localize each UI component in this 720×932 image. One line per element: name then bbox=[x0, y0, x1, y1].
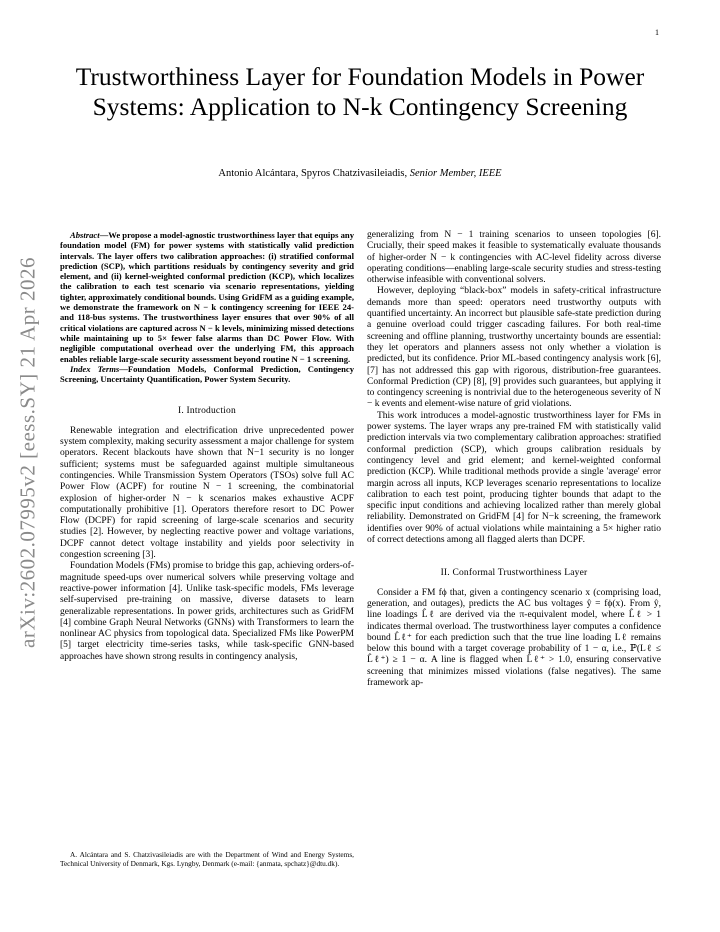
author-membership: Senior Member, IEEE bbox=[409, 168, 502, 179]
author-line bbox=[60, 168, 660, 179]
abstract-label: Abstract bbox=[70, 230, 100, 240]
right-column bbox=[367, 230, 661, 689]
body-paragraph: However, deploying “black-box” models in safety-critical infrastructure demands more than speed: operators need trustworthy outputs with quantified uncertainty. An incorrect but plausible safe-state prediction during a genuine overload could trigger cascading failures. For both real-time screening and offline planning, trustworthy uncertainty bounds are essential: they let operators and planners assess not only whether a violation is predicted, but its confidence. Prior ML-based contingency analysis work [6], [7] has not addressed this gap with rigorous, distribution-free guarantees. Conformal Prediction (CP) [8], [9] provides such guarantees, but applying it to contingency screening is nontrivial due to the heterogeneous severity of N − k events and element-wise nature of grid violations. bbox=[367, 286, 661, 410]
section-heading-introduction: I. Introduction bbox=[178, 406, 236, 417]
body-paragraph: This work introduces a model-agnostic trustworthiness layer for FMs in power systems. The layer wraps any pre-trained FM with statistically valid prediction intervals via two complementary calibration approaches: stratified conformal prediction (SCP), which groups calibration residuals by contingency level and grid element; and kernel-weighted conformal prediction (KCP). While traditional methods provide a single 'average' error margin across all inputs, KCP leverages scenario representations to localize calibration to each test point, producing tighter bounds that adapt to the specific input conditions and achieving localized rather than merely global reliability. Demonstrated on GridFM [4] for N−k screening, the framework identifies over 90% of actual violations while maintaining a 5× higher ratio of correct detections among all flagged alerts than DCPF. bbox=[367, 410, 661, 546]
abstract-text: —We propose a model-agnostic trustworthiness layer that equips any foundation model (FM) for power systems with statistically valid prediction intervals. The layer offers two calibration approaches: (i) stratified conformal prediction (SCP), which partitions residuals by contingency severity and grid element, and (ii) kernel-weighted conformal prediction (KCP), which localizes the calibration to each test scenario via scenario representations, yielding tighter, approximately conditional bounds. Using GridFM as a guiding example, we demonstrate the framework on N − k contingency screening for IEEE 24- and 118-bus systems. The trustworthiness layer ensures that over 90% of all critical violations are captured across N − k levels, minimizing missed detections while maintaining up to 5× fewer false alarms than DC Power Flow. With negligible computational overhead over the underlying FM, this approach enables reliable large-scale security assessment beyond routine N − 1 screening. bbox=[60, 230, 354, 364]
author-names: Antonio Alcántara, Spyros Chatzivasileiadis, bbox=[218, 168, 408, 179]
body-paragraph: Consider a FM fϕ that, given a contingency scenario x (comprising load, generation, and outages), predicts the AC bus voltages ŷ = fϕ(x). From ŷ, line loadings L̂ℓ are derived via the π-equivalent model, where L̂ℓ > 1 indicates thermal overload. The trustworthiness layer computes a confidence bound L̂ℓ⁺ for each prediction such that the true line loading Lℓ remains below this bound with a target coverage probability of 1 − α, i.e., ℙ(Lℓ ≤ L̂ℓ⁺) ≥ 1 − α. A line is flagged when L̂ℓ⁺ > 1.0, ensuring conservative screening that minimizes missed violations (false negatives). The same framework ap- bbox=[367, 587, 661, 688]
abstract bbox=[60, 230, 354, 364]
index-terms-text: —Foundation Models, Conformal Prediction, Contingency Screening, Uncertainty Quantification, Power System Security. bbox=[60, 363, 355, 385]
body-paragraph: generalizing from N − 1 training scenarios to unseen topologies [6]. Crucially, their speed makes it feasible to systematically evaluate thousands of higher-order N − k contingencies with AC-level fidelity across diverse operating conditions—enabling large-scale security studies and stress-testing otherwise infeasible with conventional solvers. bbox=[367, 230, 661, 286]
page-number: 1 bbox=[655, 28, 659, 37]
arxiv-watermark: arXiv:2602.07995v2 [eess.SY] 21 Apr 2026 bbox=[15, 257, 40, 648]
author-affiliation-footnote: A. Alcántara and S. Chatzivasileiadis are with the Department of Wind and Energy Systems, Technical University of Denmark, Kgs. Lyngby, Denmark (e-mail: {anmata, spchatz}@dtu.dk). bbox=[60, 850, 354, 868]
index-terms-label: Index Terms bbox=[70, 363, 120, 374]
intro-paragraph: Renewable integration and electrification drive unprecedented power system complexity, making security assessment a major challenge for system operators. Recent blackouts have shown that N−1 security is no longer sufficient; systems must be safeguarded against multiple simultaneous contingencies. While Transmission System Operators (TSOs) solve full AC Power Flow (ACPF) for routine N − 1 screening, the combinatorial explosion of higher-order N − k scenarios makes exhaustive ACPF computationally prohibitive [1]. Operators therefore resort to DC Power Flow (DCPF) for rapid screening of large-scale scenarios and security studies [2]. However, by neglecting reactive power and voltage variations, DCPF cannot detect voltage instability and yields poor selectivity in congestion screening [3]. bbox=[60, 425, 354, 561]
intro-paragraph: Foundation Models (FMs) promise to bridge this gap, achieving orders-of-magnitude speed-ups over numerical solvers while preserving voltage and reactive-power information [4]. Unlike task-specific models, FMs leverage self-supervised pre-training on massive, diverse datasets to learn generalizable representations. In power grids, architectures such as GridFM [4] combine Graph Neural Networks (GNNs) with Transformers to learn the nonlinear AC physics from topological data. Specialized FMs like PowerPM [5] target electricity time-series tasks, while task-specific GNN-based approaches have shown strong results in contingency analysis, bbox=[60, 561, 354, 662]
section-heading-conformal-layer: II. Conformal Trustworthiness Layer bbox=[440, 568, 588, 579]
left-column bbox=[60, 230, 354, 663]
paper-title: Trustworthiness Layer for Foundation Models in Power Systems: Application to N-k Contingency Screening bbox=[75, 62, 645, 121]
index-terms bbox=[60, 364, 354, 385]
